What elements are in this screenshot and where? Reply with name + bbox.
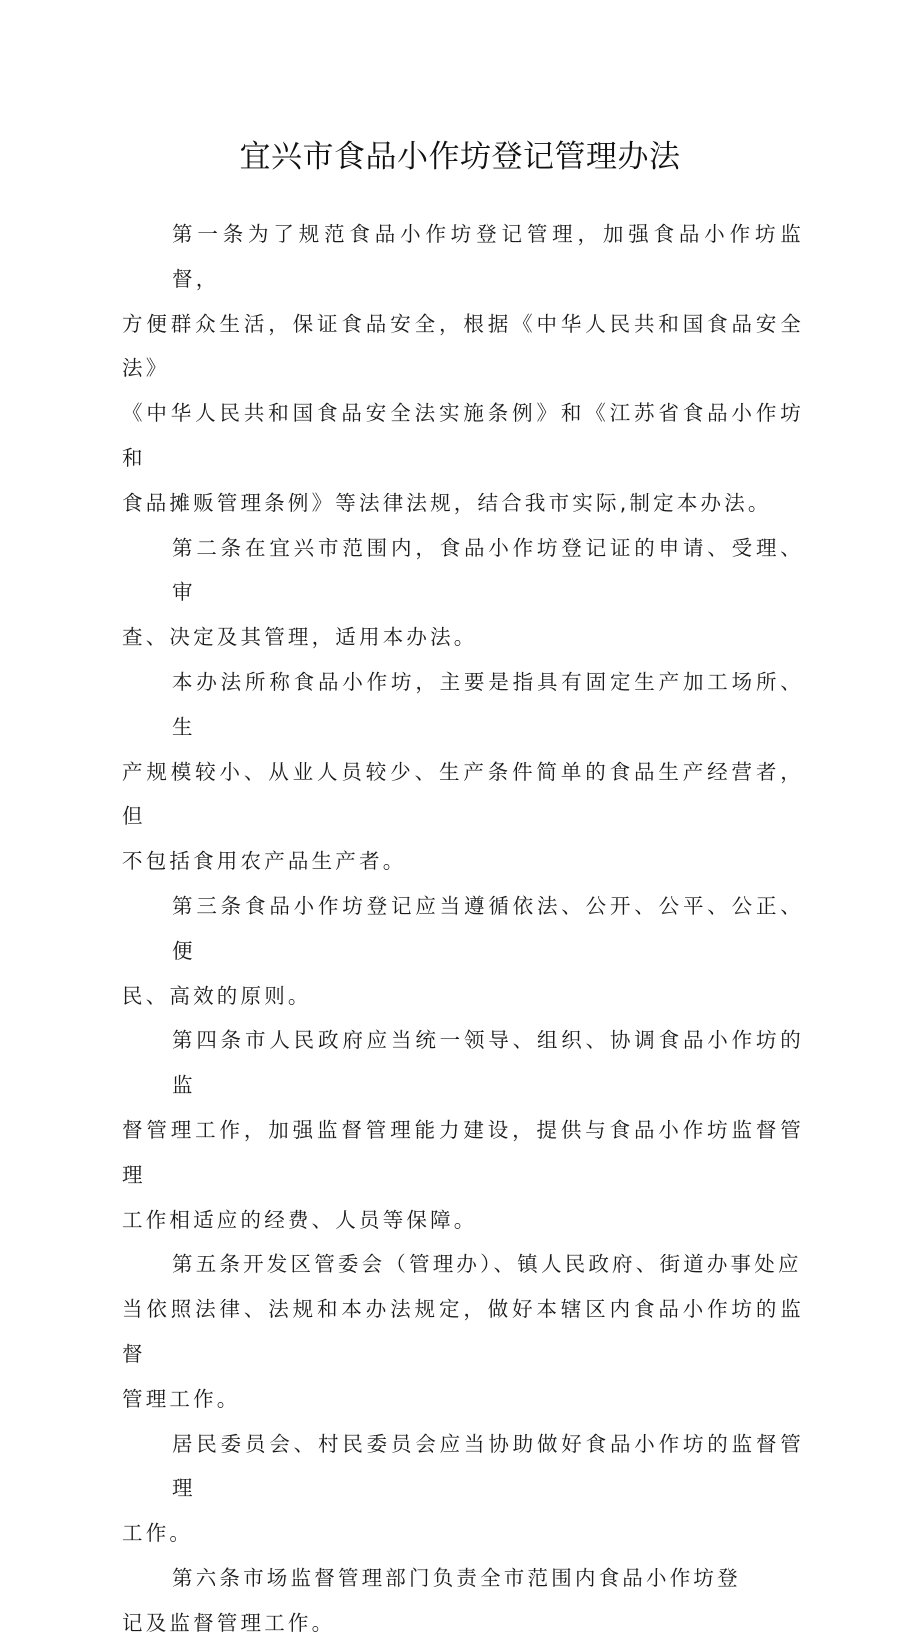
article-1-paragraph — [122, 212, 804, 526]
paragraph-line: 第四条市人民政府应当统一领导、组织、协调食品小作坊的监 — [172, 1028, 804, 1098]
paragraph-line: 第二条在宜兴市范围内，食品小作坊登记证的申请、受理、审 — [172, 535, 804, 605]
paragraph-line: 查、决定及其管理，适用本办法。 — [122, 625, 478, 650]
paragraph-line: 记及监督管理工作。 — [122, 1610, 336, 1635]
paragraph-line: 《中华人民共和国食品安全法实施条例》和《江苏省食品小作坊和 — [122, 401, 804, 470]
paragraph-line: 第一条为了规范食品小作坊登记管理，加强食品小作坊监督， — [172, 222, 804, 291]
paragraph-line: 居民委员会、村民委员会应当协助做好食品小作坊的监督管理 — [172, 1431, 804, 1501]
paragraph-line: 督管理工作，加强监督管理能力建设，提供与食品小作坊监督管理 — [122, 1117, 804, 1187]
paragraph-line: 民、高效的原则。 — [122, 983, 312, 1008]
committee-paragraph — [122, 1422, 804, 1556]
article-4-paragraph — [122, 1018, 804, 1242]
paragraph-line: 第六条市场监督管理部门负责全市范围内食品小作坊登 — [172, 1565, 741, 1590]
paragraph-line: 管理工作。 — [122, 1386, 241, 1411]
document-body — [122, 212, 804, 1646]
paragraph-line: 第三条食品小作坊登记应当遵循依法、公开、公平、公正、便 — [172, 893, 804, 963]
document-title: 宜兴市食品小作坊登记管理办法 — [239, 139, 681, 175]
paragraph-line: 第五条开发区管委会（管理办）、镇人民政府、街道办事处应 — [172, 1252, 802, 1277]
paragraph-line: 不包括食用农产品生产者。 — [122, 849, 407, 874]
paragraph-line: 本办法所称食品小作坊，主要是指具有固定生产加工场所、生 — [172, 669, 804, 739]
paragraph-line: 当依照法律、法规和本办法规定，做好本辖区内食品小作坊的监督 — [122, 1297, 804, 1366]
article-3-paragraph — [122, 884, 804, 1018]
paragraph-line: 产规模较小、从业人员较少、生产条件简单的食品生产经营者，但 — [122, 759, 804, 829]
paragraph-line: 方便群众生活，保证食品安全，根据《中华人民共和国食品安全法》 — [122, 311, 804, 381]
article-6-paragraph — [122, 1556, 804, 1646]
paragraph-line: 食品摊贩管理条例》等法律法规，结合我市实际,制定本办法。 — [122, 490, 772, 515]
article-2-paragraph — [122, 526, 804, 660]
paragraph-line: 工作。 — [122, 1521, 194, 1546]
paragraph-line: 工作相适应的经费、人员等保障。 — [122, 1207, 478, 1232]
article-5-paragraph — [122, 1242, 804, 1421]
definition-paragraph — [122, 660, 804, 884]
